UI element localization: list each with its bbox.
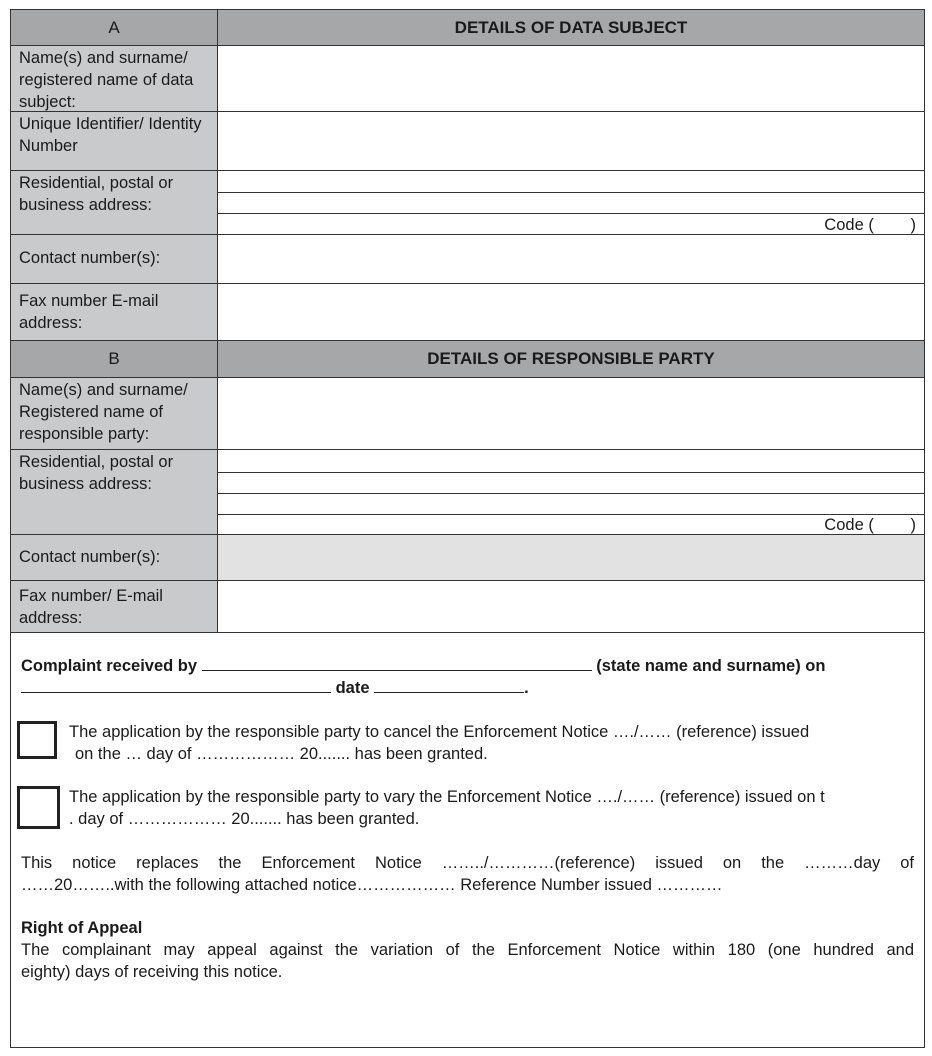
replacement-notice xyxy=(21,852,914,896)
rp-address-line-2 xyxy=(218,493,924,494)
complaint-received xyxy=(21,655,914,699)
ds-code-label: Code ( ) xyxy=(824,216,916,234)
complaint-received-label: Complaint received by xyxy=(21,657,198,675)
rp-address-field[interactable] xyxy=(218,450,924,534)
section-a-letter: A xyxy=(11,10,218,45)
ds-contact-label: Contact number(s): xyxy=(11,235,218,283)
ds-fax-field[interactable] xyxy=(218,284,924,340)
form-frame xyxy=(10,9,925,1048)
vary-option-text xyxy=(69,786,922,830)
vary-option-line-1: The application by the responsible party to vary the Enforcement Notice …./…… (reference) issued on t xyxy=(69,788,825,806)
vary-option-line-2: . day of ……………… 20....... has been granted. xyxy=(69,810,420,828)
date-label: date xyxy=(335,679,370,697)
ds-fax-label: Fax number E-mail address: xyxy=(11,284,218,340)
cancel-option-line-2: on the … day of ……………… 20....... has been granted. xyxy=(75,745,488,763)
ds-address-label: Residential, postal or business address: xyxy=(11,171,218,234)
rp-fax-label: Fax number/ E-mail address: xyxy=(11,581,218,632)
ds-address-line-2 xyxy=(218,213,924,214)
ds-address-field[interactable] xyxy=(218,171,924,234)
cancel-checkbox[interactable] xyxy=(17,721,57,759)
rp-name-row xyxy=(11,378,924,450)
ds-address-row xyxy=(11,171,924,235)
ds-contact-field[interactable] xyxy=(218,235,924,283)
receiver-name-blank[interactable] xyxy=(202,656,592,671)
section-a-header xyxy=(11,10,924,46)
received-on-blank[interactable] xyxy=(21,678,331,693)
state-name-label: (state name and surname) on xyxy=(596,657,826,675)
replacement-line-2: ……20……..with the following attached notice……………… Reference Number issued ………… xyxy=(21,876,723,894)
ds-fax-row xyxy=(11,284,924,341)
rp-contact-label: Contact number(s): xyxy=(11,535,218,580)
rp-fax-row xyxy=(11,581,924,633)
ds-id-field[interactable] xyxy=(218,112,924,170)
ds-name-row xyxy=(11,46,924,112)
ds-id-label: Unique Identifier/ Identity Number xyxy=(11,112,218,170)
cancel-option-text xyxy=(69,721,914,765)
cancel-option-line-1: The application by the responsible party to cancel the Enforcement Notice …./…… (reference) issued xyxy=(69,723,810,741)
rp-code-label: Code ( ) xyxy=(824,516,916,534)
date-blank[interactable] xyxy=(374,678,524,693)
rp-address-line-1 xyxy=(218,472,924,473)
date-period: . xyxy=(524,679,529,697)
section-b-header xyxy=(11,341,924,378)
section-b-title: DETAILS OF RESPONSIBLE PARTY xyxy=(427,349,715,368)
vary-checkbox[interactable] xyxy=(17,786,60,829)
ds-name-label: Name(s) and surname/ registered name of data subject: xyxy=(11,46,218,111)
appeal-section xyxy=(21,917,914,983)
appeal-line-1: The complainant may appeal against the variation of the Enforcement Notice within 180 (one hundred and xyxy=(21,941,914,959)
ds-id-row xyxy=(11,112,924,171)
appeal-heading: Right of Appeal xyxy=(21,919,143,937)
ds-name-field[interactable] xyxy=(218,46,924,111)
section-a-title: DETAILS OF DATA SUBJECT xyxy=(454,18,688,37)
rp-address-row xyxy=(11,450,924,535)
ds-address-line-1 xyxy=(218,192,924,193)
ds-contact-row xyxy=(11,235,924,284)
rp-contact-field[interactable] xyxy=(218,535,924,580)
rp-name-field[interactable] xyxy=(218,378,924,449)
replacement-line-1: This notice replaces the Enforcement Notice ……../…………(reference) issued on the ………day of xyxy=(21,854,914,872)
rp-contact-row xyxy=(11,535,924,581)
rp-name-label: Name(s) and surname/ Registered name of responsible party: xyxy=(11,378,218,449)
section-b-letter: B xyxy=(11,341,218,377)
rp-address-line-3 xyxy=(218,514,924,515)
rp-fax-field[interactable] xyxy=(218,581,924,632)
appeal-line-2: eighty) days of receiving this notice. xyxy=(21,963,283,981)
rp-address-label: Residential, postal or business address: xyxy=(11,450,218,534)
